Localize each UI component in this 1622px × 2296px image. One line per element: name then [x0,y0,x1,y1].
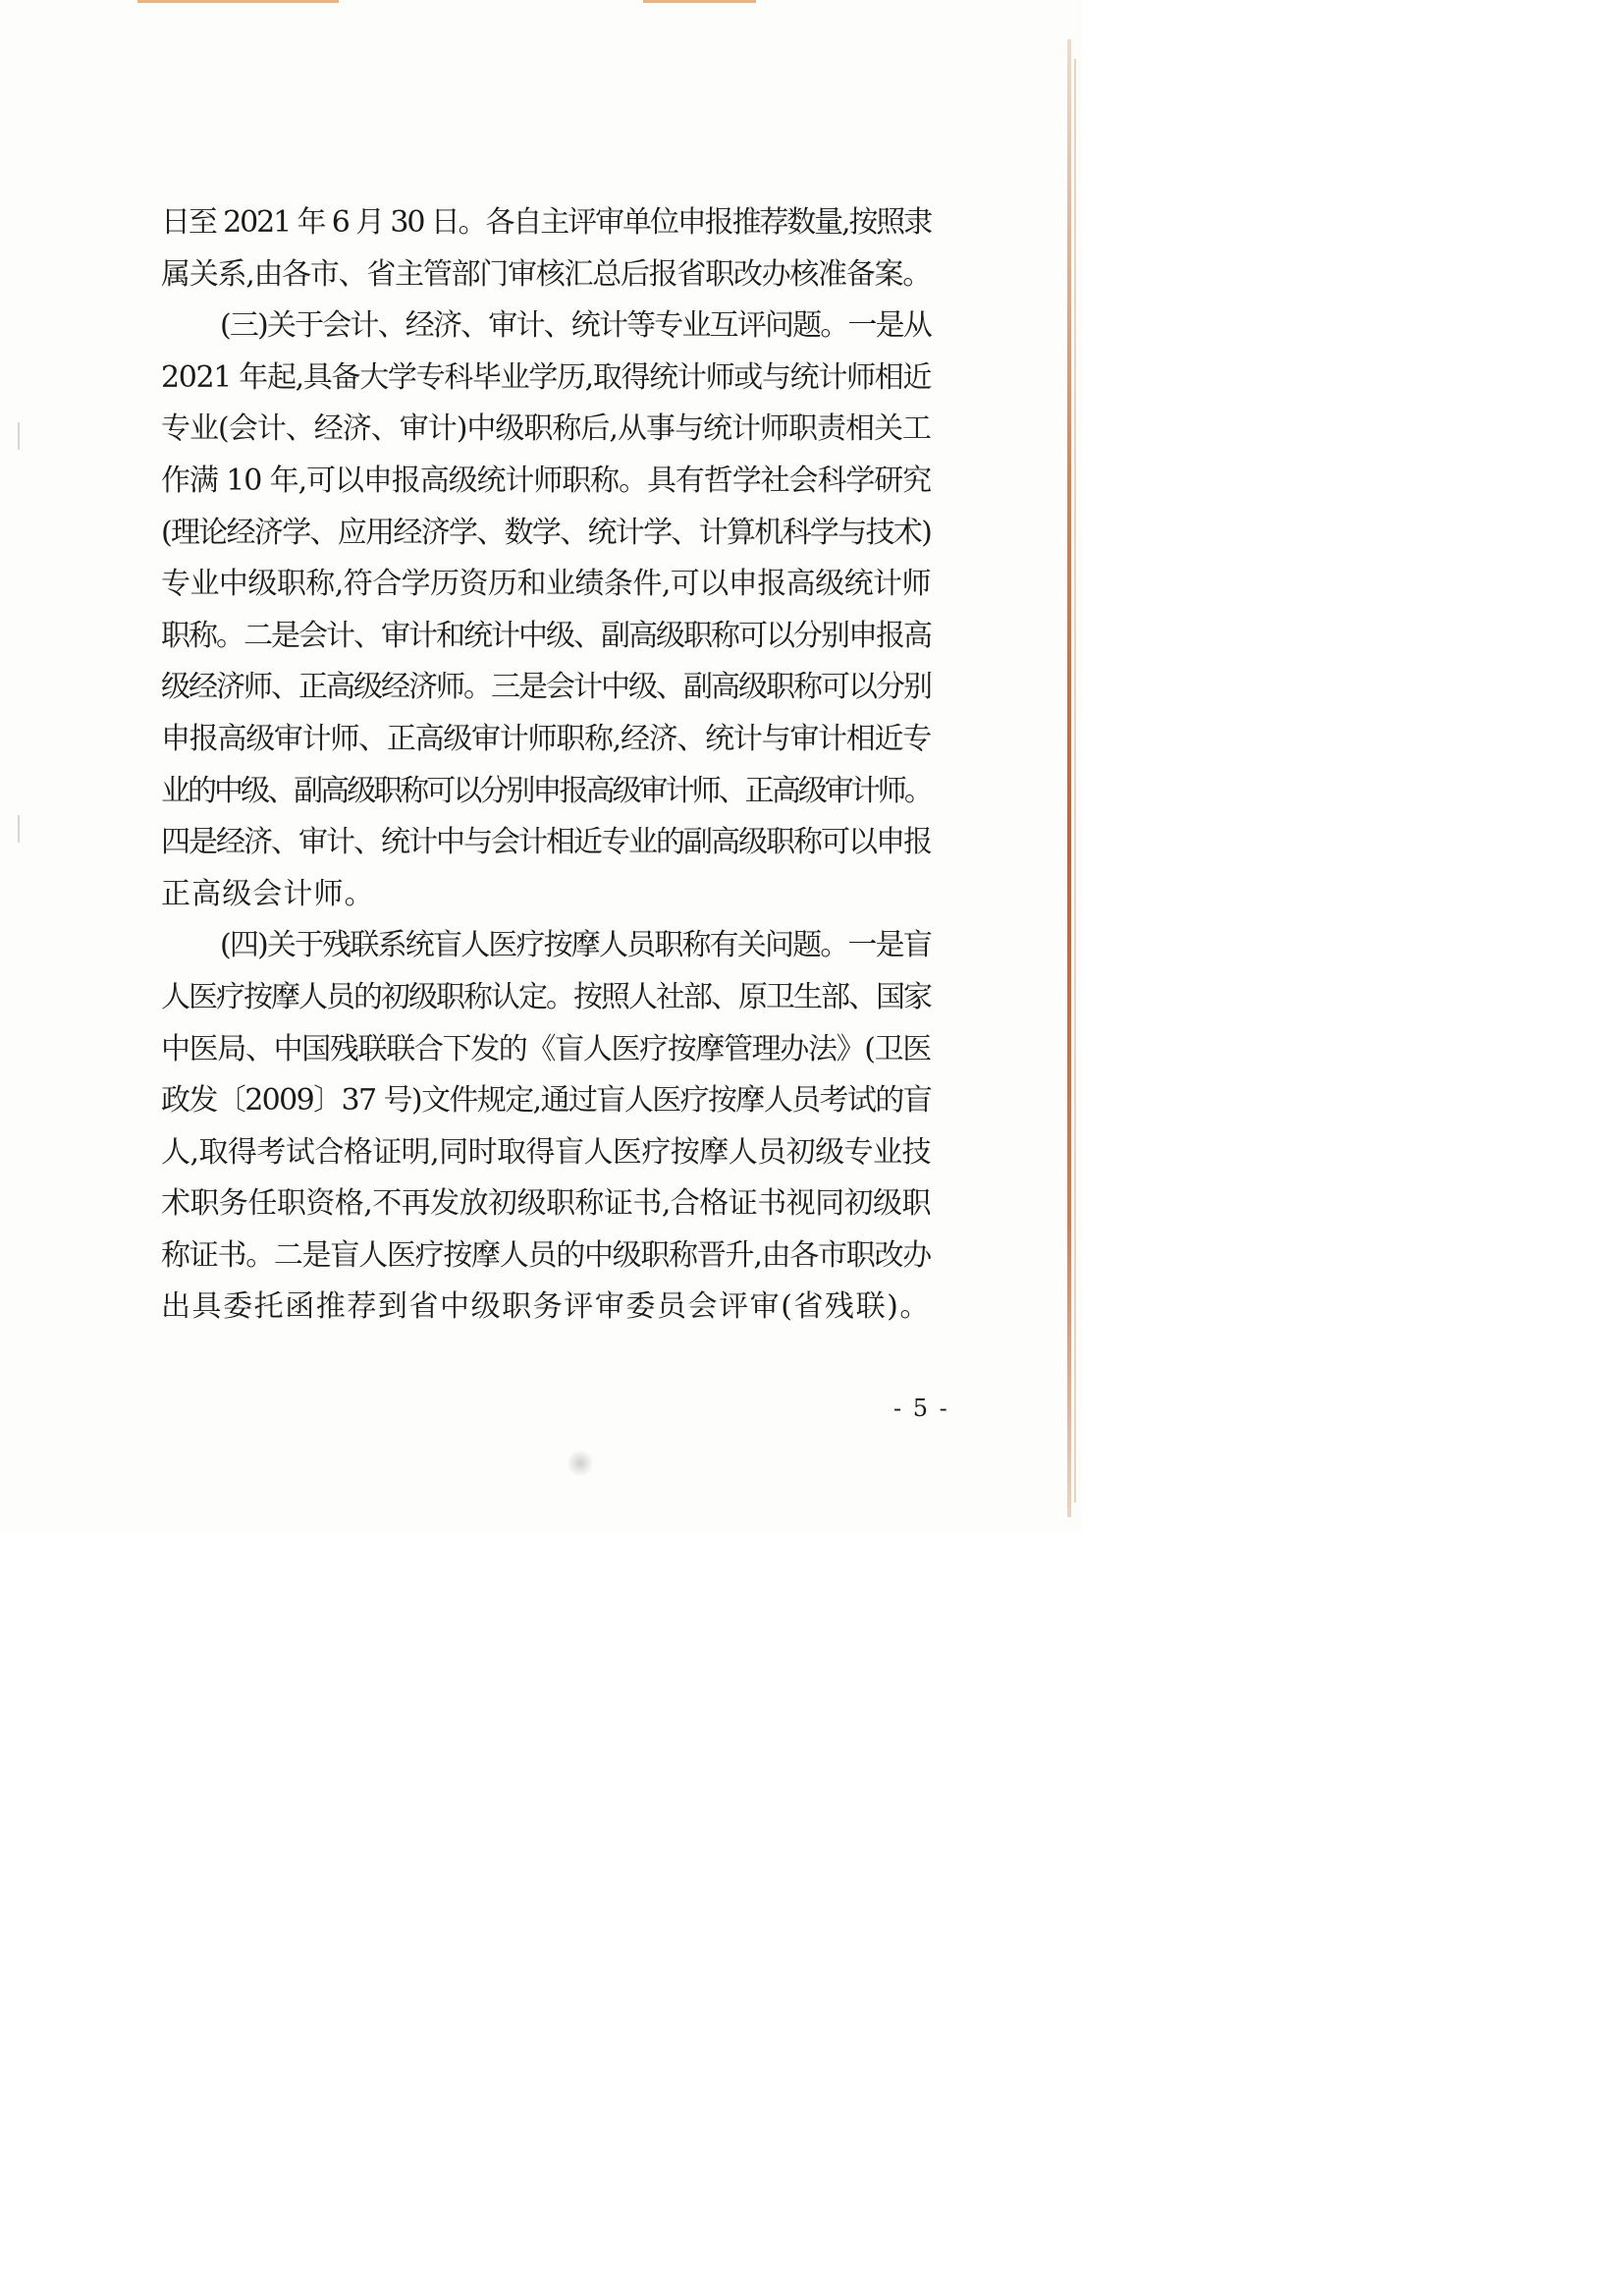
text-line: 四是经济、审计、统计中与会计相近专业的副高级职称可以申报 [161,825,931,860]
scan-left-mark [18,815,20,843]
scan-left-mark [18,422,20,450]
text-line: (四)关于残联系统盲人医疗按摩人员职称有关问题。一是盲 [220,928,931,963]
text-line: 出具委托函推荐到省中级职务评审委员会评审(省残联)。 [161,1289,931,1325]
text-line: 职称。二是会计、审计和统计中级、副高级职称可以分别申报高 [161,618,931,653]
document-page [0,0,1083,1532]
text-line: 专业中级职称,符合学历资历和业绩条件,可以申报高级统计师 [161,567,931,602]
text-line: 级经济师、正高级经济师。三是会计中级、副高级职称可以分别 [161,670,931,705]
text-line: 术职务任职资格,不再发放初级职称证书,合格证书视同初级职 [161,1186,931,1222]
scan-smudge [568,1449,593,1478]
document-body [161,197,931,1334]
scan-edge-mark [643,0,756,3]
text-line: 中医局、中国残联联合下发的《盲人医疗按摩管理办法》(卫医 [161,1031,931,1066]
text-line: (三)关于会计、经济、审计、统计等专业互评问题。一是从 [220,308,931,344]
text-line: 作满 10 年,可以申报高级统计师职称。具有哲学社会科学研究 [161,463,932,498]
text-line: 日至 2021 年 6 月 30 日。各自主评审单位申报推荐数量,按照隶 [161,205,932,240]
text-line: 属关系,由各市、省主管部门审核汇总后报省职改办核准备案。 [161,256,931,292]
text-line: (理论经济学、应用经济学、数学、统计学、计算机科学与技术) [161,515,932,550]
text-line: 专业(会计、经济、审计)中级职称后,从事与统计师职责相关工 [161,411,931,447]
text-line: 人,取得考试合格证明,同时取得盲人医疗按摩人员初级专业技 [161,1134,931,1170]
text-line: 申报高级审计师、正高级审计师职称,经济、统计与审计相近专 [161,721,931,756]
text-line: 正高级会计师。 [161,876,375,911]
scan-edge-mark [137,0,339,3]
text-line: 2021 年起,具备大学专科毕业学历,取得统计师或与统计师相近 [161,359,932,395]
scan-right-edge-stain [1067,39,1071,1517]
text-line: 称证书。二是盲人医疗按摩人员的中级职称晋升,由各市职改办 [161,1237,931,1273]
text-line: 政发〔2009〕37 号)文件规定,通过盲人医疗按摩人员考试的盲 [161,1083,932,1119]
page-number: - 5 - [893,1394,949,1422]
scan-right-edge-shadow [1074,59,1076,1503]
text-line: 人医疗按摩人员的初级职称认定。按照人社部、原卫生部、国家 [161,979,931,1014]
text-line: 业的中级、副高级职称可以分别申报高级审计师、正高级审计师。 [161,773,931,808]
